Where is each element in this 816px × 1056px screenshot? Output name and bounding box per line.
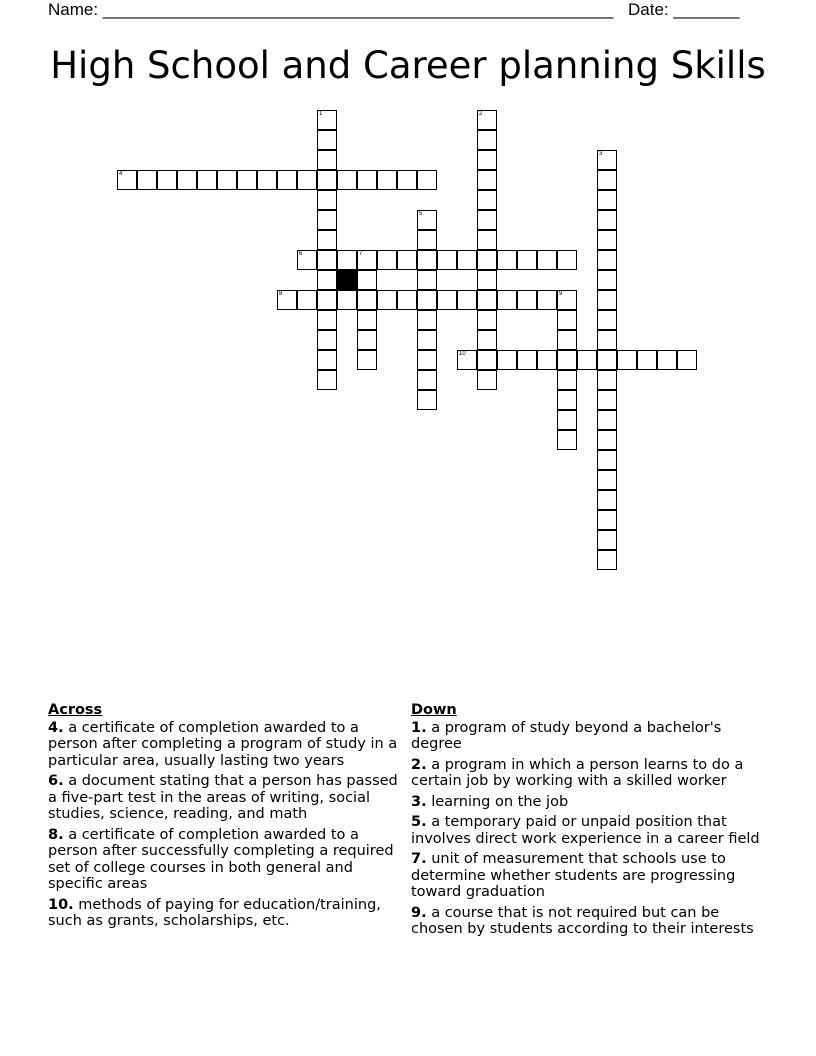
clue-number: 2. (411, 756, 427, 773)
clue-number: 6. (48, 773, 64, 789)
clue-across-4 (48, 720, 406, 770)
clue-down-5 (411, 814, 773, 847)
crossword-cell[interactable] (557, 390, 577, 410)
crossword-cell[interactable] (317, 350, 337, 370)
crossword-cell[interactable] (337, 250, 357, 270)
clue-number: 7. (411, 851, 427, 867)
crossword-cell[interactable] (477, 350, 497, 370)
crossword-cell[interactable] (517, 250, 537, 270)
crossword-cell[interactable] (457, 350, 477, 370)
page-title: High School and Career planning Skills (50, 44, 766, 87)
crossword-cell[interactable] (417, 370, 437, 390)
clue-text: a program in which a person learns to do a certain job by working with a skilled worker (411, 756, 744, 789)
crossword-cell[interactable] (597, 370, 617, 390)
crossword-cell[interactable] (277, 290, 297, 310)
crossword-cell[interactable] (417, 390, 437, 410)
crossword-cell[interactable] (477, 270, 497, 290)
crossword-cell[interactable] (557, 310, 577, 330)
crossword-cell[interactable] (417, 290, 437, 310)
crossword-cell[interactable] (417, 230, 437, 250)
crossword-cell[interactable] (637, 350, 657, 370)
crossword-cell[interactable] (477, 190, 497, 210)
crossword-cell[interactable] (477, 110, 497, 130)
crossword-cell[interactable] (597, 470, 617, 490)
crossword-cell[interactable] (257, 170, 277, 190)
crossword-cell[interactable] (317, 310, 337, 330)
clue-number: 10. (48, 896, 74, 913)
crossword-cell[interactable] (297, 250, 317, 270)
crossword-cell[interactable] (417, 350, 437, 370)
crossword-cell[interactable] (297, 290, 317, 310)
crossword-cell[interactable] (317, 130, 337, 150)
crossword-cell[interactable] (417, 250, 437, 270)
crossword-cell[interactable] (437, 250, 457, 270)
crossword-cell[interactable] (417, 210, 437, 230)
crossword-cell[interactable] (477, 170, 497, 190)
clue-number: 8. (48, 826, 64, 843)
crossword-cell[interactable] (477, 150, 497, 170)
clue-number: 9. (411, 904, 427, 921)
crossword-cell[interactable] (457, 290, 477, 310)
crossword-cell[interactable] (377, 290, 397, 310)
crossword-cell[interactable] (477, 310, 497, 330)
header (48, 0, 748, 22)
cell-number: 2 (479, 111, 483, 117)
crossword-cell[interactable] (477, 230, 497, 250)
crossword-cell[interactable] (377, 250, 397, 270)
crossword-cell[interactable] (317, 370, 337, 390)
crossword-cell[interactable] (417, 330, 437, 350)
crossword-cell[interactable] (597, 150, 617, 170)
crossword-cell[interactable] (557, 330, 577, 350)
clue-across-6 (48, 773, 406, 823)
crossword-cell[interactable] (317, 210, 337, 230)
crossword-cell[interactable] (137, 170, 157, 190)
cell-number: 6 (299, 251, 303, 257)
crossword-cell[interactable] (557, 250, 577, 270)
crossword-cell[interactable] (597, 530, 617, 550)
crossword-cell[interactable] (597, 410, 617, 430)
crossword-cell[interactable] (297, 170, 317, 190)
crossword-cell[interactable] (597, 390, 617, 410)
clue-text: a course that is not required but can be chosen by students according to their interests (411, 904, 754, 937)
clue-text: a program of study beyond a bachelor's degree (411, 719, 722, 752)
crossword-cell[interactable] (557, 410, 577, 430)
crossword-cell[interactable] (457, 250, 477, 270)
clue-down-3 (411, 794, 773, 811)
cell-number: 5 (419, 211, 423, 217)
crossword-cell[interactable] (597, 310, 617, 330)
clue-across-8 (48, 827, 406, 893)
crossword-cell[interactable] (417, 170, 437, 190)
down-clues (411, 702, 773, 942)
crossword-cell[interactable] (397, 170, 417, 190)
crossword-cell[interactable] (337, 170, 357, 190)
clue-down-2 (411, 757, 773, 790)
crossword-cell[interactable] (477, 250, 497, 270)
clue-text: learning on the job (431, 793, 569, 810)
date-field[interactable]: Date: _______ (628, 0, 740, 19)
crossword-cell[interactable] (557, 350, 577, 370)
crossword-cell[interactable] (557, 370, 577, 390)
crossword-cell[interactable] (317, 330, 337, 350)
cell-number: 9 (559, 291, 563, 297)
crossword-cell[interactable] (517, 290, 537, 310)
crossword-cell[interactable] (397, 290, 417, 310)
crossword-cell[interactable] (597, 170, 617, 190)
clue-number: 3. (411, 793, 427, 810)
crossword-cell[interactable] (597, 350, 617, 370)
clue-text: a certificate of completion awarded to a person after successfully completing a required set of college courses in both general and specific areas (48, 826, 394, 892)
crossword-cell[interactable] (597, 490, 617, 510)
crossword-cell[interactable] (357, 270, 377, 290)
crossword-cell[interactable] (497, 250, 517, 270)
crossword-cell[interactable] (317, 150, 337, 170)
name-field[interactable]: Name: ______________________________________________________ (48, 0, 614, 19)
crossword-cell[interactable] (337, 290, 357, 310)
crossword-cell[interactable] (357, 310, 377, 330)
crossword-cell[interactable] (177, 170, 197, 190)
cell-number: 1 (319, 111, 323, 117)
cell-number: 10 (459, 351, 466, 357)
crossword-grid (117, 110, 699, 572)
clue-down-7 (411, 851, 773, 901)
crossword-cell[interactable] (417, 310, 437, 330)
cell-number: 3 (599, 151, 603, 157)
clue-number: 1. (411, 719, 427, 736)
clue-text: methods of paying for education/training, such as grants, scholarships, etc. (48, 896, 381, 929)
down-heading: Down (411, 702, 457, 718)
crossword-cell[interactable] (117, 170, 137, 190)
crossword-cell[interactable] (197, 170, 217, 190)
crossword-cell[interactable] (277, 170, 297, 190)
crossword-cell[interactable] (517, 350, 537, 370)
clue-text: a document stating that a person has passed a five-part test in the areas of writing, social studies, science, reading, and math (48, 773, 398, 822)
crossword-cell[interactable] (157, 170, 177, 190)
clue-down-1 (411, 720, 773, 753)
crossword-cell[interactable] (597, 510, 617, 530)
crossword-cell[interactable] (477, 210, 497, 230)
crossword-cell[interactable] (357, 250, 377, 270)
crossword-cell[interactable] (537, 250, 557, 270)
crossword-cell[interactable] (497, 350, 517, 370)
crossword-cell[interactable] (597, 550, 617, 570)
crossword-cell[interactable] (357, 290, 377, 310)
crossword-cell[interactable] (317, 110, 337, 130)
crossword-cell[interactable] (677, 350, 697, 370)
black-cell (337, 270, 357, 290)
crossword-cell[interactable] (477, 330, 497, 350)
crossword-cell[interactable] (317, 270, 337, 290)
clue-across-10 (48, 897, 406, 930)
crossword-cell[interactable] (497, 290, 517, 310)
crossword-cell[interactable] (357, 170, 377, 190)
crossword-cell[interactable] (557, 430, 577, 450)
crossword-cell[interactable] (317, 170, 337, 190)
crossword-cell[interactable] (597, 290, 617, 310)
crossword-cell[interactable] (557, 290, 577, 310)
across-heading: Across (48, 702, 103, 718)
crossword-cell[interactable] (597, 270, 617, 290)
crossword-cell[interactable] (477, 370, 497, 390)
crossword-cell[interactable] (417, 270, 437, 290)
crossword-cell[interactable] (317, 190, 337, 210)
crossword-cell[interactable] (317, 250, 337, 270)
crossword-cell[interactable] (657, 350, 677, 370)
crossword-cell[interactable] (377, 170, 397, 190)
crossword-cell[interactable] (597, 210, 617, 230)
crossword-cell[interactable] (597, 190, 617, 210)
crossword-cell[interactable] (597, 250, 617, 270)
cell-number: 8 (279, 291, 283, 297)
clue-number: 4. (48, 719, 64, 736)
clue-number: 5. (411, 814, 427, 830)
clue-down-9 (411, 905, 773, 938)
crossword-cell[interactable] (537, 350, 557, 370)
crossword-cell[interactable] (397, 250, 417, 270)
clue-text: a certificate of completion awarded to a person after completing a program of study in a particular area, usually lasting two years (48, 719, 398, 769)
crossword-cell[interactable] (477, 290, 497, 310)
crossword-cell[interactable] (577, 350, 597, 370)
crossword-cell[interactable] (597, 330, 617, 350)
crossword-cell[interactable] (597, 450, 617, 470)
clue-text: unit of measurement that schools use to determine whether students are progressing toward graduation (411, 851, 736, 900)
cell-number: 4 (119, 171, 123, 177)
crossword-cell[interactable] (357, 330, 377, 350)
crossword-cell[interactable] (217, 170, 237, 190)
crossword-cell[interactable] (537, 290, 557, 310)
across-clues (48, 702, 406, 934)
crossword-cell[interactable] (317, 230, 337, 250)
crossword-cell[interactable] (597, 430, 617, 450)
crossword-cell[interactable] (617, 350, 637, 370)
clue-text: a temporary paid or unpaid position that involves direct work experience in a career field (411, 814, 760, 847)
crossword-cell[interactable] (437, 290, 457, 310)
crossword-cell[interactable] (597, 230, 617, 250)
crossword-cell[interactable] (317, 290, 337, 310)
crossword-cell[interactable] (237, 170, 257, 190)
crossword-cell[interactable] (477, 130, 497, 150)
crossword-cell[interactable] (357, 350, 377, 370)
cell-number: 7 (359, 251, 363, 257)
